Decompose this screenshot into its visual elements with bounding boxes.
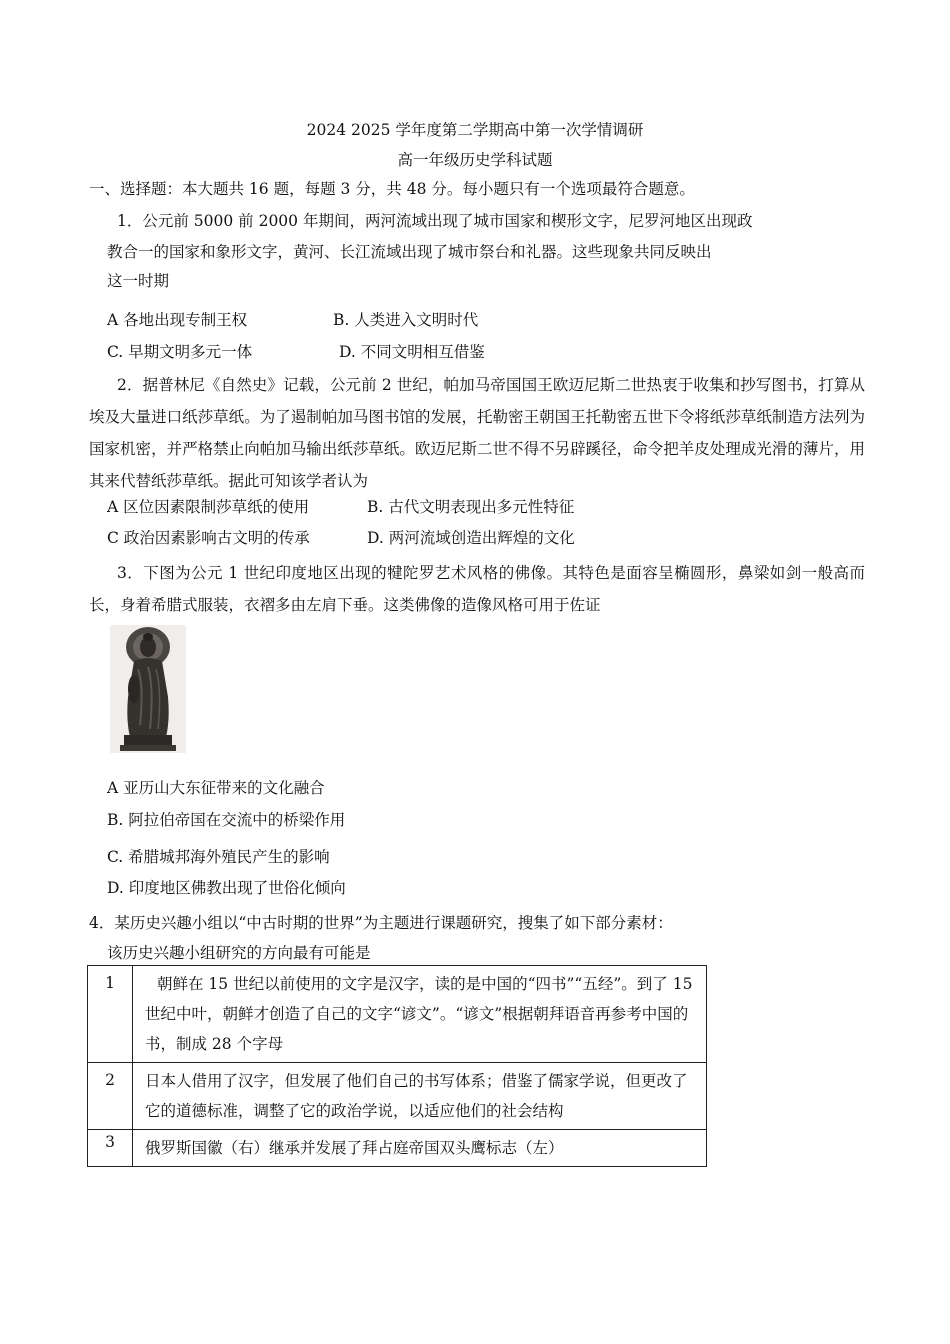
q1-option-a: A 各地出现专制王权 xyxy=(107,311,248,329)
table-row-number: 1 xyxy=(88,966,133,1063)
q2-stem: 2．据普林尼《自然史》记载，公元前 2 世纪，帕加马帝国国王欧迈尼斯二世热衷于收集和抄写图书，打算从埃及大量进口纸莎草纸。为了遏制帕加马图书馆的发展，托勒密王朝国王托勒密五世下令将纸莎草纸制造方法列为国家机密，并严格禁止向帕加马输出纸莎草纸。欧迈尼斯二世不得不另辟蹊径，命令把羊皮处理成光滑的薄片，用其来代替纸莎草纸。据此可知该学者认为 xyxy=(89,376,865,490)
q3-stem: 3．下图为公元 1 世纪印度地区出现的犍陀罗艺术风格的佛像。其特色是面容呈椭圆形，鼻梁如剑一般高而长，身着希腊式服装，衣褶多由左肩下垂。这类佛像的造像风格可用于佐证 xyxy=(89,564,865,614)
table-row-number: 3 xyxy=(88,1130,133,1167)
table-row-number: 2 xyxy=(88,1063,133,1130)
exam-title: 2024 2025 学年度第二学期高中第一次学情调研 xyxy=(306,121,644,139)
table-row-text: 俄罗斯国徽（右）继承并发展了拜占庭帝国双头鹰标志（左） xyxy=(133,1130,707,1167)
q3-option-b: B. 阿拉伯帝国在交流中的桥梁作用 xyxy=(107,811,346,829)
table-row-text: 朝鲜在 15 世纪以前使用的文字是汉字，读的是中国的“四书”“五经”。到了 15 世纪中叶，朝鲜才创造了自己的文字“谚文”。“谚文”根据朝拜语音再参考中国的书，制成 28 个字母 xyxy=(133,966,707,1063)
q2-option-c: C 政治因素影响古文明的传承 xyxy=(107,529,310,547)
gandhara-buddha-image xyxy=(110,625,186,753)
q4-line-2: 该历史兴趣小组研究的方向最有可能是 xyxy=(107,944,371,962)
q2-option-b: B. 古代文明表现出多元性特征 xyxy=(367,498,575,516)
materials-table xyxy=(87,965,707,1167)
table-row xyxy=(88,966,707,1063)
table-row xyxy=(88,1063,707,1130)
q3-option-c: C. 希腊城邦海外殖民产生的影响 xyxy=(107,848,330,866)
q1-option-c: C. 早期文明多元一体 xyxy=(107,343,253,361)
q2-option-a: A 区位因素限制莎草纸的使用 xyxy=(107,498,310,516)
q3-option-a: A 亚历山大东征带来的文化融合 xyxy=(107,779,325,797)
q1-option-d: D. 不同文明相互借鉴 xyxy=(339,343,485,361)
q3-option-d: D. 印度地区佛教出现了世俗化倾向 xyxy=(107,879,346,897)
section-heading: 一、选择题：本大题共 16 题，每题 3 分，共 48 分。每小题只有一个选项最符合题意。 xyxy=(89,180,695,198)
exam-subtitle: 高一年级历史学科试题 xyxy=(397,151,553,169)
q1-line-3: 这一时期 xyxy=(107,272,170,290)
q1-line-2: 教合一的国家和象形文字，黄河、长江流域出现了城市祭台和礼器。这些现象共同反映出 xyxy=(107,243,712,261)
q4-line-1: 4．某历史兴趣小组以“中古时期的世界”为主题进行课题研究，搜集了如下部分素材： xyxy=(89,914,673,932)
q1-line-1: 1．公元前 5000 前 2000 年期间，两河流域出现了城市国家和楔形文字，尼罗河地区出现政 xyxy=(117,212,753,230)
q2-option-d: D. 两河流域创造出辉煌的文化 xyxy=(367,529,575,547)
table-row-text: 日本人借用了汉字，但发展了他们自己的书写体系；借鉴了儒家学说，但更改了它的道德标准，调整了它的政治学说，以适应他们的社会结构 xyxy=(133,1063,707,1130)
table-row xyxy=(88,1130,707,1167)
q1-option-b: B. 人类进入文明时代 xyxy=(333,311,479,329)
